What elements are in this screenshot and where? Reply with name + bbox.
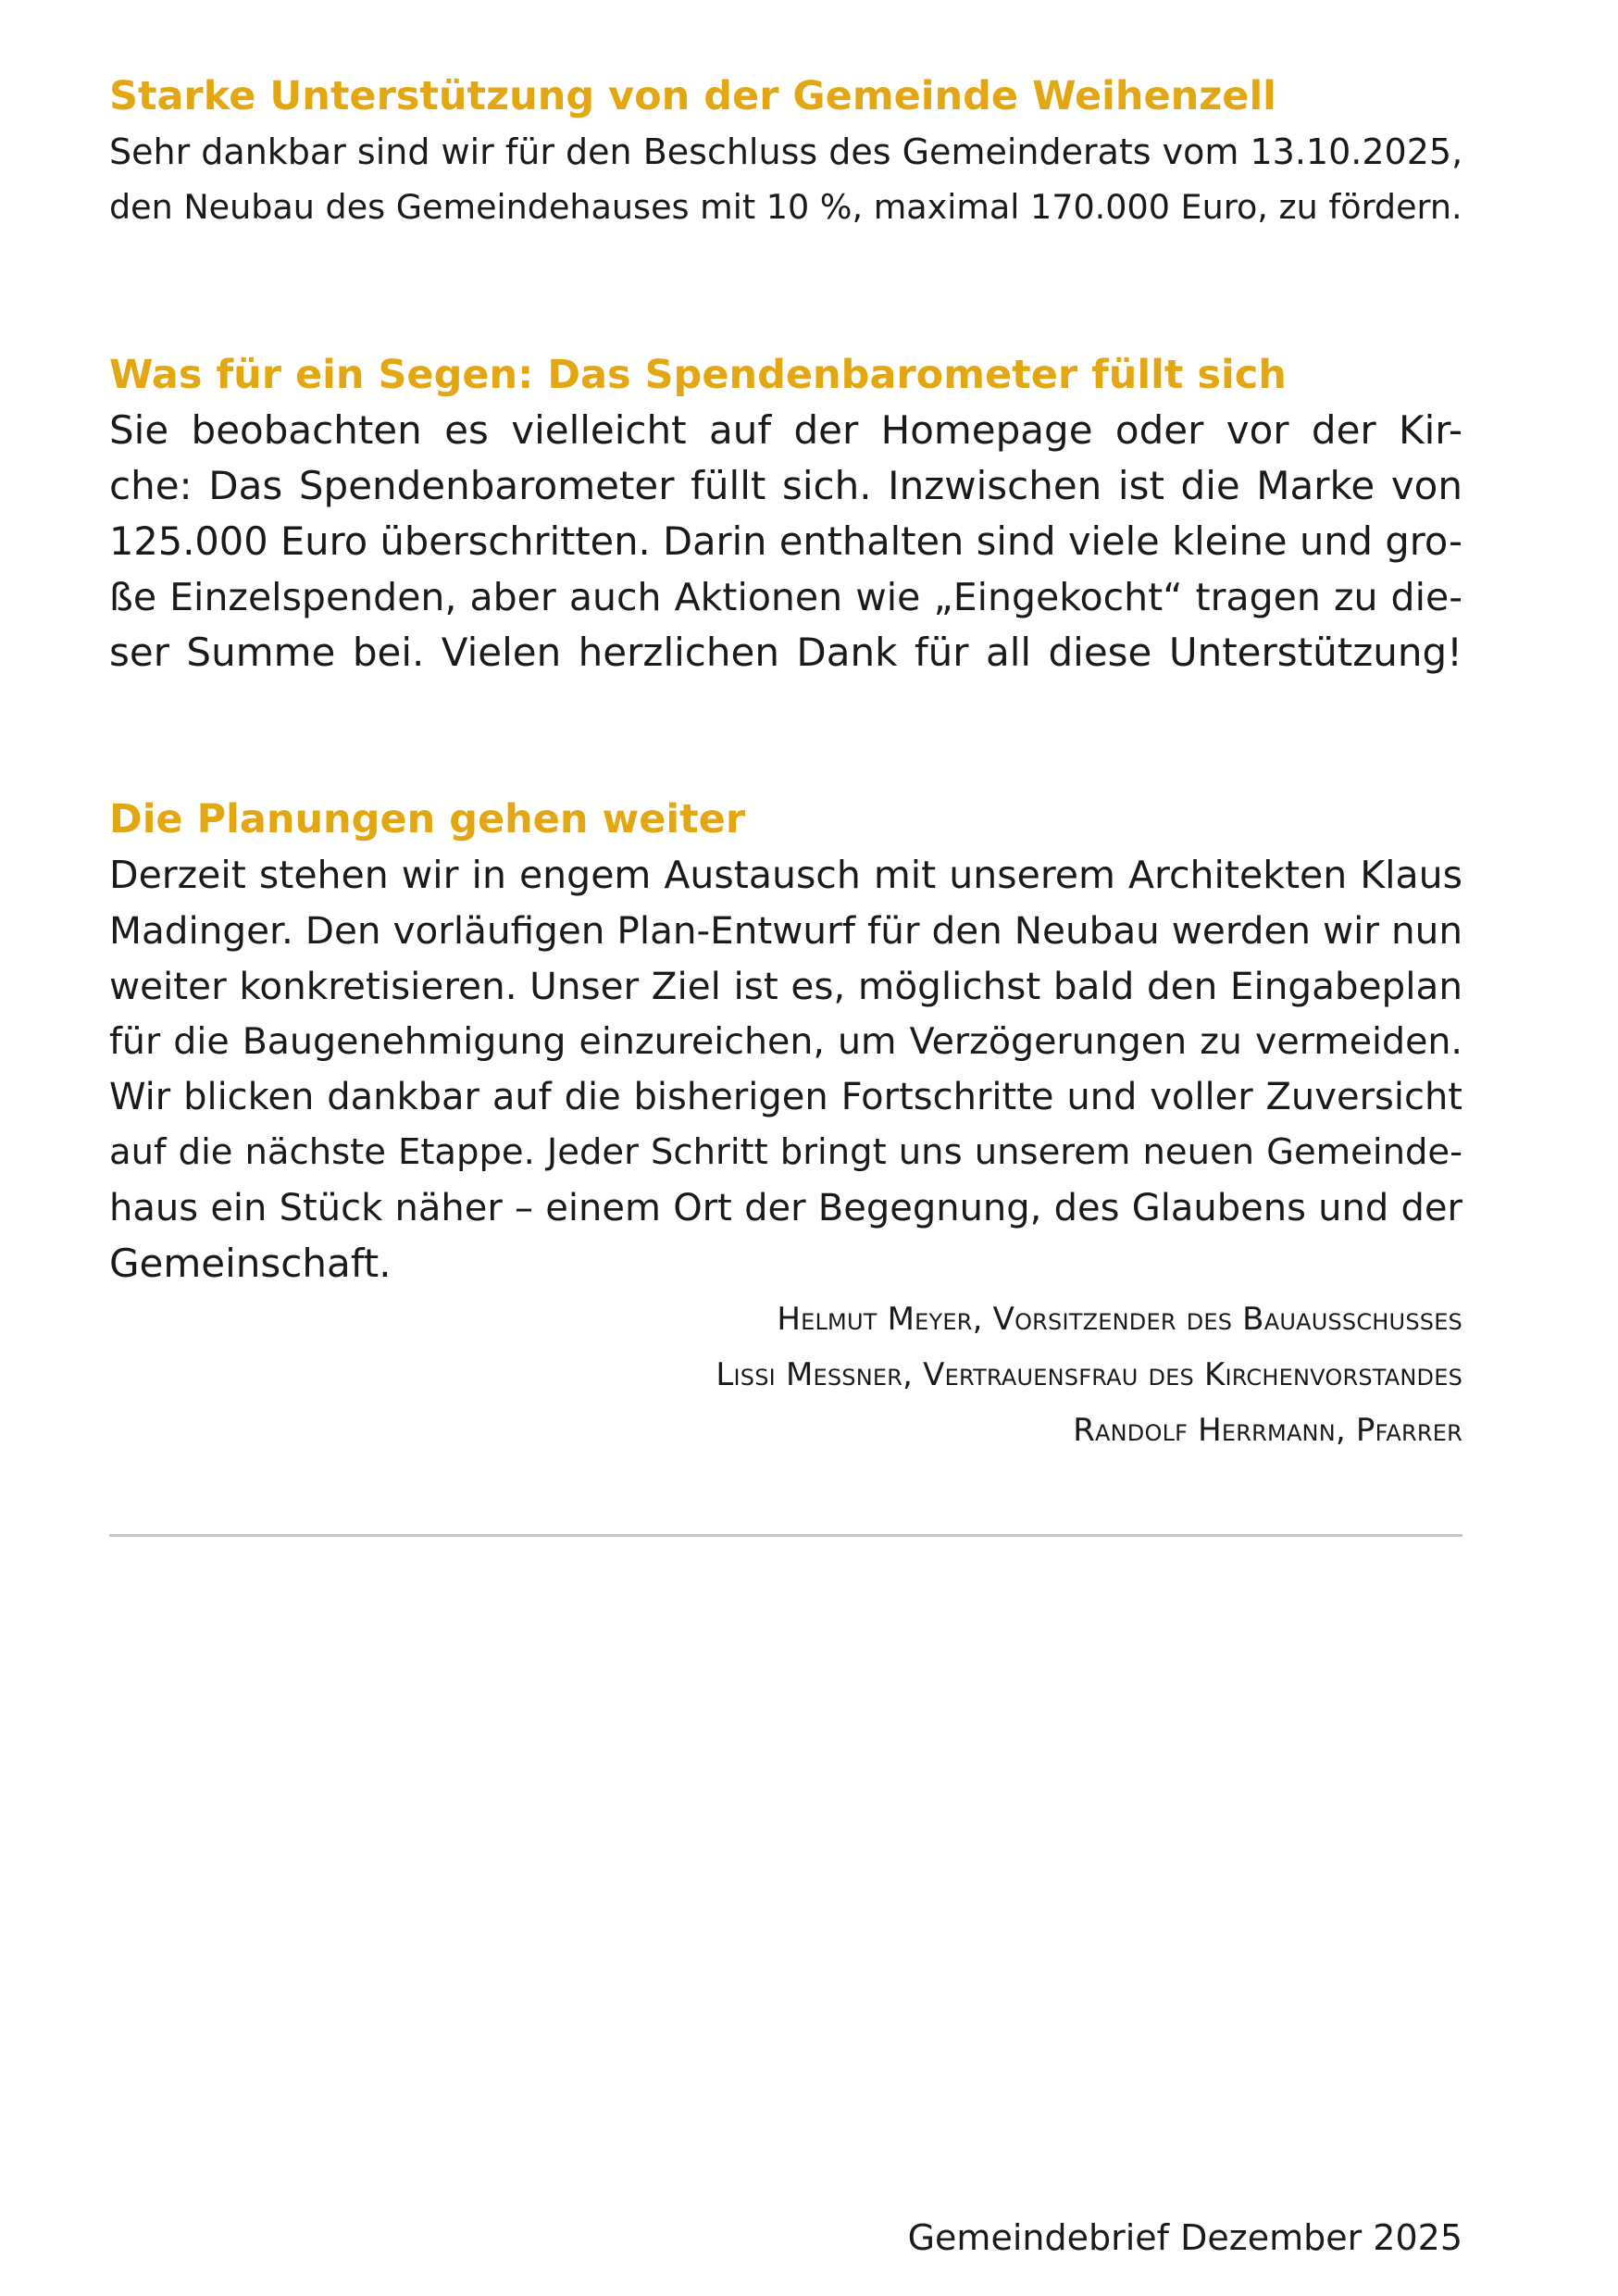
text-line: che: Das Spendenbarometer füllt sich. Inzwischen ist die Marke von [109,463,1462,508]
text-line: für die Baugenehmigung einzureichen, um Verzögerungen zu vermeiden. [109,1020,1462,1063]
text-line: weiter konkretisieren. Unser Ziel ist es, möglichst bald den Eingabeplan [109,964,1462,1008]
text-line: Sie beobachten es vielleicht auf der Homepage oder vor der Kir- [109,407,1462,453]
text-line: ser Summe bei. Vielen herzlichen Dank für all diese Unterstützung! [109,630,1462,675]
text-line: Gemeinschaft. [109,1241,392,1286]
section-body [109,847,1462,1292]
signature-line: Randolf Herrmann, Pfarrer [1073,1412,1462,1449]
text-line: Wir blicken dankbar auf die bisherigen Fortschritte und voller Zuversicht [109,1076,1462,1118]
signature-line: Helmut Meyer, Vorsitzender des Bauausschusses [777,1301,1462,1338]
section-gemeinde-support [109,69,1462,235]
section-heading: Die Planungen gehen weiter [109,796,746,842]
text-line: haus ein Stück näher – einem Ort der Begegnung, des Glaubens und der [109,1187,1462,1229]
page-footer: Gemeindebrief Dezember 2025 [907,2217,1462,2258]
section-divider [109,1534,1462,1537]
signature-line: Lissi Messner, Vertrauensfrau des Kirchenvorstandes [716,1356,1462,1393]
text-line: ße Einzelspenden, aber auch Aktionen wie „Eingekocht“ tragen zu die- [109,575,1462,619]
text-line: den Neubau des Gemeindehauses mit 10 %, maximal 170.000 Euro, zu fördern. [109,187,1462,227]
signature-block [109,1292,1462,1458]
section-body [109,403,1462,680]
text-line: 125.000 Euro überschritten. Darin enthalten sind viele kleine und gro- [109,518,1462,564]
section-heading: Starke Unterstützung von der Gemeinde Weihenzell [109,73,1276,119]
section-body [109,124,1462,235]
text-line: Sehr dankbar sind wir für den Beschluss des Gemeinderats vom 13.10.2025, [109,131,1463,172]
text-line: Derzeit stehen wir in engem Austausch mit unserem Architekten Klaus [109,853,1462,897]
text-line: auf die nächste Etappe. Jeder Schritt bringt uns unserem neuen Gemeinde- [109,1131,1462,1173]
section-heading: Was für ein Segen: Das Spendenbarometer füllt sich [109,352,1287,398]
text-line: Madinger. Den vorläufigen Plan-Entwurf für den Neubau werden wir nun [109,908,1462,953]
section-planungen [109,792,1462,1292]
section-spendenbarometer [109,347,1462,680]
